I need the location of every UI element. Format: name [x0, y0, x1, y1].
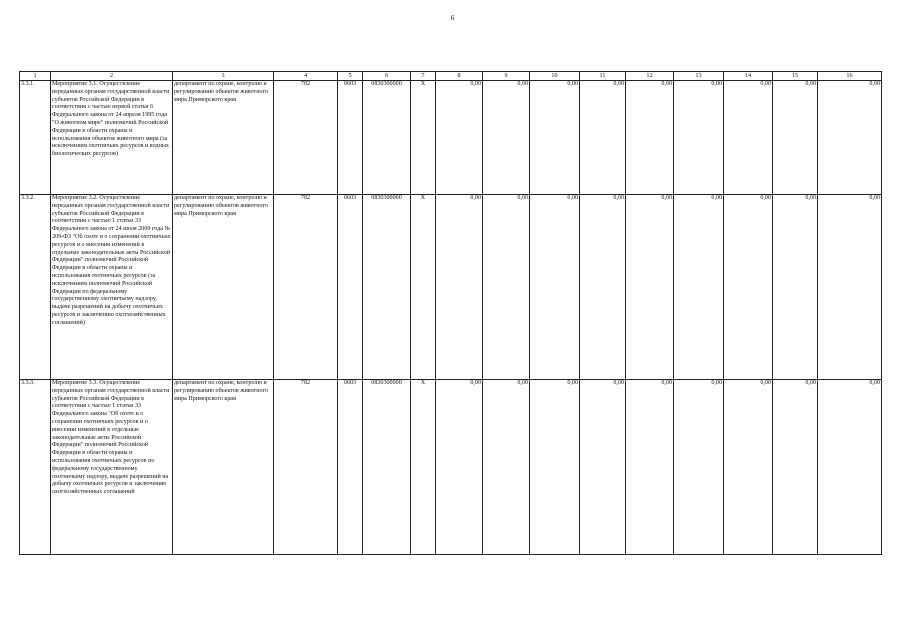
amount-cell: 0,00 [773, 194, 818, 379]
grbs-cell: 782 [274, 194, 338, 379]
column-header: 3 [173, 72, 274, 81]
description-cell: Мероприятие 3.3. Осуществление переданных органам государственной власти субъектов Российской Федерации в соответствии с частью 1 статьи 33 Федерального закона "Об охоте и о сохранении охотничьих ресурсов и о внесении изменений в отдельные законодательные акты Российской Федерации" полномочий Российской Федерации в области охраны и использования охотничьих ресурсов по федеральному государственному охотничьему надзору, выдаче разрешений на добычу охотничьих ресурсов и заключению охотхозяйственных соглашений [51, 379, 173, 554]
amount-cell: 0,00 [436, 194, 483, 379]
column-header: 2 [51, 72, 173, 81]
column-header: 10 [530, 72, 580, 81]
column-header: 9 [483, 72, 530, 81]
amount-cell: 0,00 [530, 379, 580, 554]
column-header: 12 [626, 72, 674, 81]
amount-cell: 0,00 [724, 379, 773, 554]
grbs-cell: 782 [274, 379, 338, 554]
amount-cell: 0,00 [483, 379, 530, 554]
column-header: 6 [363, 72, 411, 81]
amount-cell: 0,00 [818, 379, 882, 554]
column-header: 1 [20, 72, 51, 81]
column-header: 5 [338, 72, 363, 81]
amount-cell: 0,00 [580, 194, 626, 379]
amount-cell: 0,00 [483, 194, 530, 379]
executor-cell: департамент по охране, контролю и регулированию объектов животного мира Приморского края [173, 194, 274, 379]
amount-cell: 0,00 [674, 194, 724, 379]
description-cell: Мероприятие 3.2. Осуществление переданных органам государственной власти субъектов Российской Федерации в соответствии с частью 1 статьи 33 Федерального закона от 24 июля 2009 года № 209-ФЗ "Об охоте и о сохранении охотничьих ресурсов и о внесении изменений в отдельные законодательные акты Российской Федерации" полномочий Российской Федерации в области охраны и использования охотничьих ресурсов (за исключением полномочий Российской Федерации по федеральному государственному охотничьему надзору, выдаче разрешений на добычу охотничьих ресурсов и заключению охотхозяйственных соглашений) [51, 194, 173, 379]
amount-cell: 0,00 [436, 379, 483, 554]
grbs-cell: 782 [274, 80, 338, 194]
amount-cell: 0,00 [724, 194, 773, 379]
amount-cell: 0,00 [818, 194, 882, 379]
csr-cell: 0830300000 [363, 80, 411, 194]
program-table [19, 71, 882, 555]
rzpr-cell: 0603 [338, 379, 363, 554]
executor-cell: департамент по охране, контролю и регулированию объектов животного мира Приморского края [173, 80, 274, 194]
amount-cell: 0,00 [626, 379, 674, 554]
vr-cell: X [411, 194, 436, 379]
vr-cell: X [411, 379, 436, 554]
header-row [20, 72, 882, 81]
csr-cell: 0830300000 [363, 379, 411, 554]
table-row [20, 379, 882, 554]
rzpr-cell: 0603 [338, 194, 363, 379]
amount-cell: 0,00 [674, 379, 724, 554]
column-header: 7 [411, 72, 436, 81]
item-code-cell: 3.3.2. [20, 194, 51, 379]
column-header: 15 [773, 72, 818, 81]
item-code-cell: 3.3.3. [20, 379, 51, 554]
csr-cell: 0830300000 [363, 194, 411, 379]
amount-cell: 0,00 [724, 80, 773, 194]
executor-cell: департамент по охране, контролю и регулированию объектов животного мира Приморского края [173, 379, 274, 554]
column-header: 11 [580, 72, 626, 81]
amount-cell: 0,00 [773, 379, 818, 554]
amount-cell: 0,00 [530, 80, 580, 194]
amount-cell: 0,00 [773, 80, 818, 194]
table-row [20, 194, 882, 379]
column-header: 4 [274, 72, 338, 81]
amount-cell: 0,00 [530, 194, 580, 379]
description-cell: Мероприятие 3.1. Осуществление переданных органам государственной власти субъектов Российской Федерации в соответствии с частью первой статьи 6 Федерального закона от 24 апреля 1995 года "О животном мире" полномочий Российской Федерации в области охраны и использования объектов животного мира (за исключением охотничьих ресурсов и водных биологических ресурсов) [51, 80, 173, 194]
column-header: 14 [724, 72, 773, 81]
vr-cell: X [411, 80, 436, 194]
amount-cell: 0,00 [818, 80, 882, 194]
amount-cell: 0,00 [626, 194, 674, 379]
column-header: 8 [436, 72, 483, 81]
amount-cell: 0,00 [483, 80, 530, 194]
amount-cell: 0,00 [580, 80, 626, 194]
amount-cell: 0,00 [580, 379, 626, 554]
rzpr-cell: 0603 [338, 80, 363, 194]
amount-cell: 0,00 [626, 80, 674, 194]
amount-cell: 0,00 [674, 80, 724, 194]
column-header: 16 [818, 72, 882, 81]
amount-cell: 0,00 [436, 80, 483, 194]
item-code-cell: 3.3.1. [20, 80, 51, 194]
table-row [20, 80, 882, 194]
column-header: 13 [674, 72, 724, 81]
page-number: 6 [450, 14, 455, 22]
